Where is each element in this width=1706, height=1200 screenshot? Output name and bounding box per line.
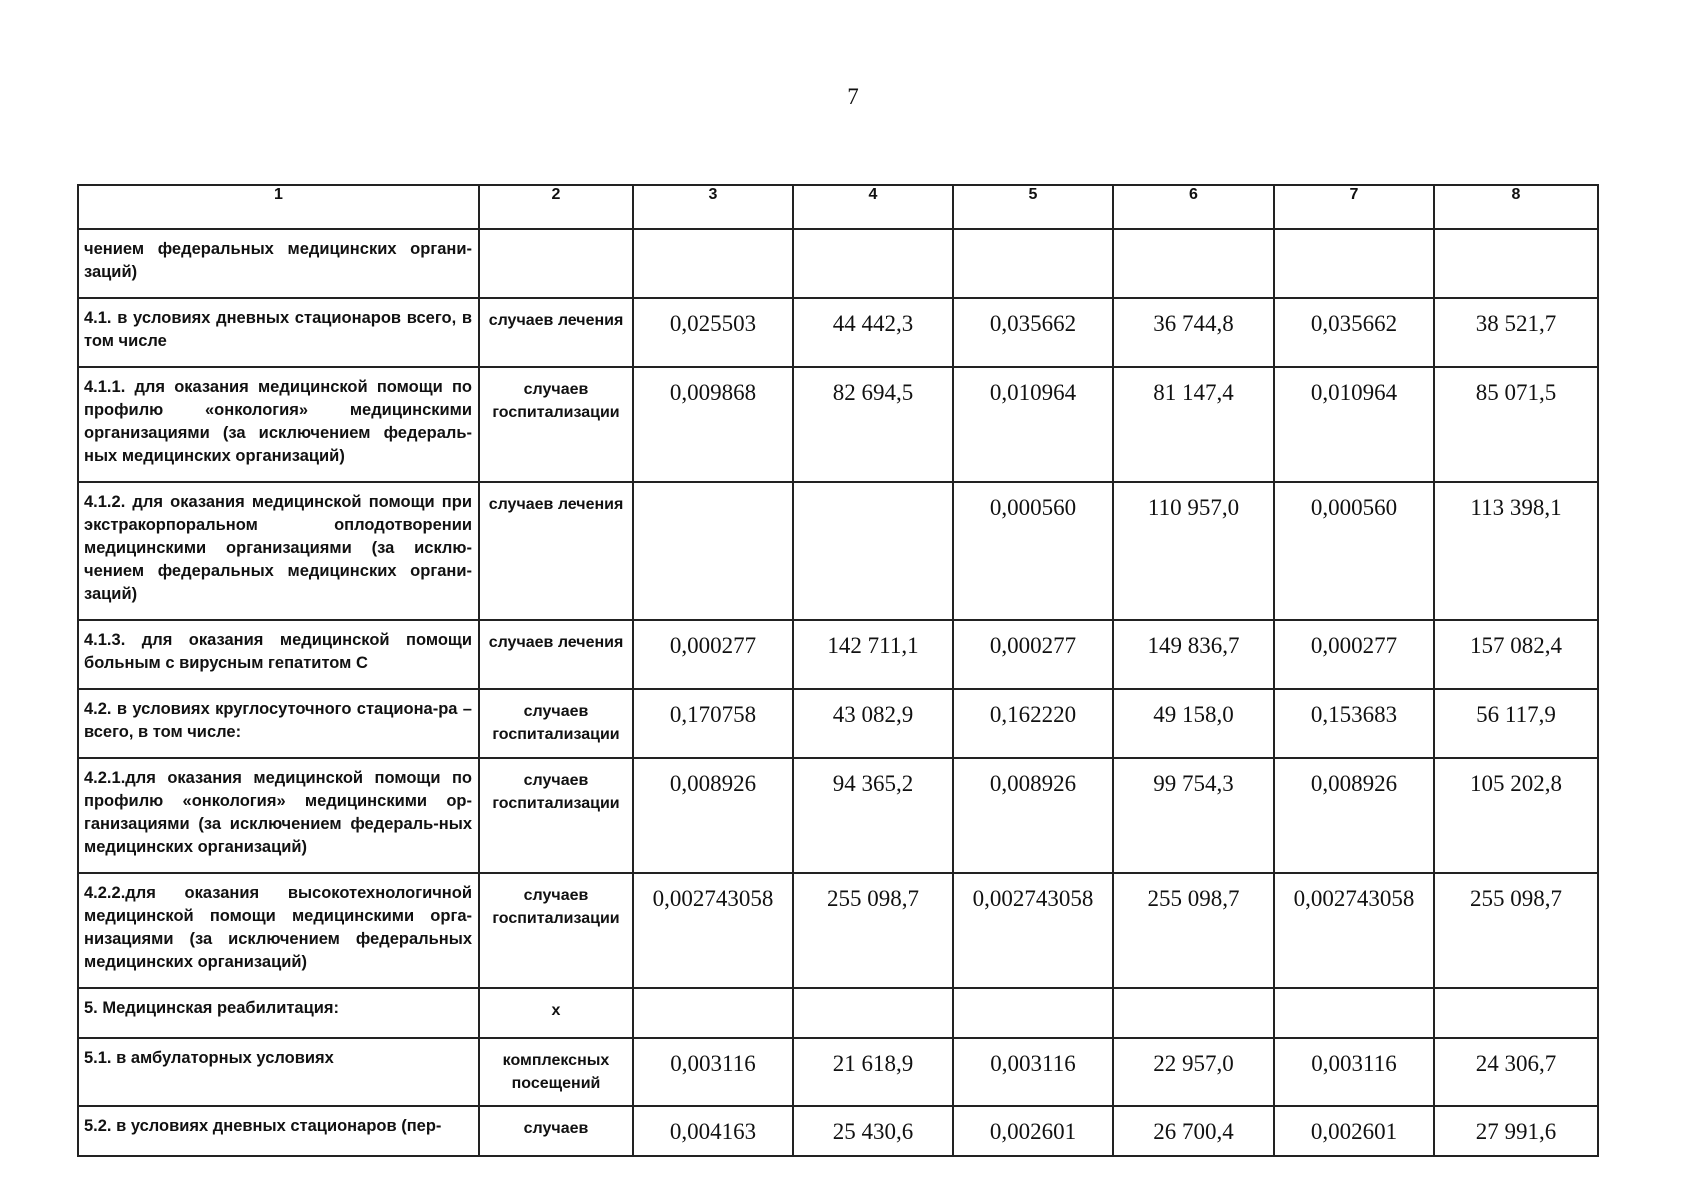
value-cell xyxy=(953,988,1113,1038)
value-cell: 99 754,3 xyxy=(1113,758,1274,873)
row-unit: случаев госпитализации xyxy=(479,367,633,482)
table-row xyxy=(78,1106,1598,1156)
header-row xyxy=(78,185,1598,229)
value-cell: 25 430,6 xyxy=(793,1106,953,1156)
value-cell: 149 836,7 xyxy=(1113,620,1274,689)
value-cell xyxy=(793,482,953,620)
value-cell: 0,008926 xyxy=(953,758,1113,873)
value-cell: 27 991,6 xyxy=(1434,1106,1598,1156)
value-cell xyxy=(1113,988,1274,1038)
table-row xyxy=(78,689,1598,758)
value-cell: 0,002743058 xyxy=(633,873,793,988)
value-cell: 0,000277 xyxy=(1274,620,1434,689)
header-cell: 5 xyxy=(953,185,1113,229)
value-cell: 0,010964 xyxy=(953,367,1113,482)
header-cell: 7 xyxy=(1274,185,1434,229)
row-unit: случаев госпитализации xyxy=(479,689,633,758)
value-cell: 0,003116 xyxy=(953,1038,1113,1106)
value-cell: 0,153683 xyxy=(1274,689,1434,758)
value-cell: 255 098,7 xyxy=(1434,873,1598,988)
value-cell: 0,009868 xyxy=(633,367,793,482)
header-cell: 8 xyxy=(1434,185,1598,229)
row-unit: случаев xyxy=(479,1106,633,1156)
table-row xyxy=(78,482,1598,620)
row-unit: случаев госпитализации xyxy=(479,873,633,988)
row-unit: случаев лечения xyxy=(479,482,633,620)
value-cell: 36 744,8 xyxy=(1113,298,1274,367)
value-cell: 38 521,7 xyxy=(1434,298,1598,367)
value-cell: 81 147,4 xyxy=(1113,367,1274,482)
value-cell: 0,002601 xyxy=(1274,1106,1434,1156)
value-cell xyxy=(1434,988,1598,1038)
value-cell: 0,003116 xyxy=(1274,1038,1434,1106)
value-cell: 0,002601 xyxy=(953,1106,1113,1156)
value-cell: 0,003116 xyxy=(633,1038,793,1106)
page-number: 7 xyxy=(847,84,859,109)
value-cell xyxy=(1113,229,1274,298)
header-cell: 2 xyxy=(479,185,633,229)
row-unit: x xyxy=(479,988,633,1038)
row-description: 4.1.3. для оказания медицинской помощи больным с вирусным гепатитом С xyxy=(78,620,479,689)
table-row xyxy=(78,298,1598,367)
value-cell xyxy=(633,482,793,620)
table-row xyxy=(78,367,1598,482)
value-cell: 21 618,9 xyxy=(793,1038,953,1106)
value-cell: 0,000560 xyxy=(953,482,1113,620)
row-unit: случаев лечения xyxy=(479,620,633,689)
value-cell xyxy=(953,229,1113,298)
header-cell: 6 xyxy=(1113,185,1274,229)
row-description: 4.2.2.для оказания высокотехнологичной медицинской помощи медицинскими орга-низациями (за исключением федеральных медицинских организаций) xyxy=(78,873,479,988)
tariff-table xyxy=(77,184,1599,1157)
row-description: 5.2. в условиях дневных стационаров (пер- xyxy=(78,1106,479,1156)
header-cell: 3 xyxy=(633,185,793,229)
value-cell: 0,170758 xyxy=(633,689,793,758)
header-cell: 1 xyxy=(78,185,479,229)
table-row xyxy=(78,620,1598,689)
header-cell: 4 xyxy=(793,185,953,229)
row-unit: случаев лечения xyxy=(479,298,633,367)
row-description: 4.1. в условиях дневных стационаров всего, в том числе xyxy=(78,298,479,367)
value-cell: 0,010964 xyxy=(1274,367,1434,482)
value-cell: 113 398,1 xyxy=(1434,482,1598,620)
value-cell: 94 365,2 xyxy=(793,758,953,873)
value-cell: 0,008926 xyxy=(1274,758,1434,873)
table-row xyxy=(78,1038,1598,1106)
table-row xyxy=(78,758,1598,873)
value-cell xyxy=(793,229,953,298)
value-cell: 43 082,9 xyxy=(793,689,953,758)
value-cell: 0,002743058 xyxy=(1274,873,1434,988)
value-cell: 255 098,7 xyxy=(1113,873,1274,988)
value-cell: 44 442,3 xyxy=(793,298,953,367)
row-description: 4.1.2. для оказания медицинской помощи при экстракорпоральном оплодотворении медицинскими организациями (за исклю-чением федеральных медицинских органи-заций) xyxy=(78,482,479,620)
row-description: чением федеральных медицинских органи-заций) xyxy=(78,229,479,298)
value-cell: 0,035662 xyxy=(1274,298,1434,367)
value-cell: 0,035662 xyxy=(953,298,1113,367)
value-cell: 49 158,0 xyxy=(1113,689,1274,758)
value-cell: 24 306,7 xyxy=(1434,1038,1598,1106)
value-cell: 85 071,5 xyxy=(1434,367,1598,482)
value-cell: 142 711,1 xyxy=(793,620,953,689)
value-cell: 0,002743058 xyxy=(953,873,1113,988)
row-description: 5.1. в амбулаторных условиях xyxy=(78,1038,479,1106)
value-cell: 0,000560 xyxy=(1274,482,1434,620)
value-cell: 110 957,0 xyxy=(1113,482,1274,620)
table-row xyxy=(78,873,1598,988)
value-cell: 0,025503 xyxy=(633,298,793,367)
value-cell: 105 202,8 xyxy=(1434,758,1598,873)
value-cell xyxy=(1274,229,1434,298)
value-cell: 56 117,9 xyxy=(1434,689,1598,758)
row-description: 4.1.1. для оказания медицинской помощи по профилю «онкология» медицинскими организациями (за исключением федераль-ных медицинских организаций) xyxy=(78,367,479,482)
value-cell: 0,000277 xyxy=(953,620,1113,689)
row-description: 5. Медицинская реабилитация: xyxy=(78,988,479,1038)
value-cell: 0,162220 xyxy=(953,689,1113,758)
value-cell xyxy=(633,229,793,298)
row-unit xyxy=(479,229,633,298)
value-cell: 255 098,7 xyxy=(793,873,953,988)
value-cell xyxy=(1274,988,1434,1038)
value-cell xyxy=(1434,229,1598,298)
value-cell xyxy=(633,988,793,1038)
value-cell: 26 700,4 xyxy=(1113,1106,1274,1156)
value-cell: 157 082,4 xyxy=(1434,620,1598,689)
value-cell: 0,004163 xyxy=(633,1106,793,1156)
value-cell: 82 694,5 xyxy=(793,367,953,482)
row-unit: случаев госпитализации xyxy=(479,758,633,873)
value-cell xyxy=(793,988,953,1038)
value-cell: 0,008926 xyxy=(633,758,793,873)
value-cell: 0,000277 xyxy=(633,620,793,689)
value-cell: 22 957,0 xyxy=(1113,1038,1274,1106)
row-description: 4.2. в условиях круглосуточного стациона-ра – всего, в том числе: xyxy=(78,689,479,758)
table-row xyxy=(78,229,1598,298)
table-row xyxy=(78,988,1598,1038)
row-description: 4.2.1.для оказания медицинской помощи по профилю «онкология» медицинскими ор-ганизациями (за исключением федераль-ных медицинских организаций) xyxy=(78,758,479,873)
row-unit: комплексных посещений xyxy=(479,1038,633,1106)
